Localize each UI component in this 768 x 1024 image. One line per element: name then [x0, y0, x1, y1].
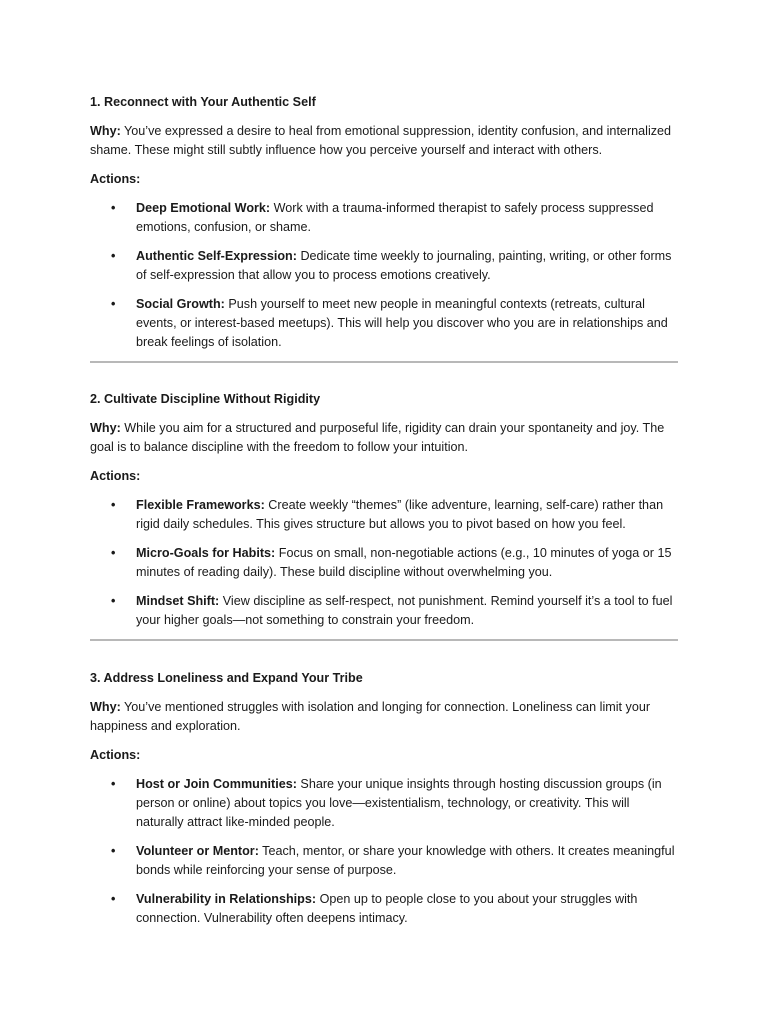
list-item — [90, 496, 680, 534]
item-label: Deep Emotional Work: — [136, 201, 271, 215]
list-item — [90, 247, 680, 285]
list-item — [90, 592, 680, 630]
why-label: Why: — [90, 700, 121, 714]
item-label: Volunteer or Mentor: — [136, 844, 259, 858]
why-paragraph — [90, 698, 680, 736]
bullet-icon: • — [111, 777, 116, 791]
bullet-icon: • — [111, 201, 116, 215]
bullet-icon: • — [111, 594, 116, 608]
item-label: Mindset Shift: — [136, 594, 220, 608]
item-text: Open up to people close to you about your struggles with connection. Vulnerability often deepens intimacy. — [136, 892, 638, 925]
bullet-icon: • — [111, 844, 116, 858]
item-text: Teach, mentor, or share your knowledge with others. It creates meaningful bonds while reinforcing your sense of purpose. — [136, 844, 675, 877]
item-label: Vulnerability in Relationships: — [136, 892, 317, 906]
section-title: 3. Address Loneliness and Expand Your Tribe — [90, 671, 363, 685]
section-title: 2. Cultivate Discipline Without Rigidity — [90, 392, 321, 406]
item-text: Share your unique insights through hosting discussion groups (in person or online) about topics you love—existentialism, technology, or creativity. This will naturally attract like-minded people. — [136, 777, 662, 829]
section-divider — [90, 639, 678, 641]
item-text: Dedicate time weekly to journaling, painting, writing, or other forms of self-expression that allow you to process emotions creatively. — [136, 249, 672, 282]
why-label: Why: — [90, 124, 121, 138]
section-2 — [90, 390, 680, 640]
item-text: View discipline as self-respect, not punishment. Remind yourself it’s a tool to fuel your higher goals—not something to constrain your freedom. — [136, 594, 673, 627]
item-text: Push yourself to meet new people in meaningful contexts (retreats, cultural events, or interest-based meetups). This will help you discover who you are in relationships and break feelings of isolation. — [136, 297, 668, 349]
item-label: Host or Join Communities: — [136, 777, 297, 791]
section-1 — [90, 93, 680, 362]
why-paragraph — [90, 122, 680, 160]
actions-list — [90, 496, 680, 630]
actions-label: Actions: — [90, 748, 141, 762]
actions-label: Actions: — [90, 172, 141, 186]
item-label: Social Growth: — [136, 297, 225, 311]
actions-list — [90, 775, 680, 928]
bullet-icon: • — [111, 892, 116, 906]
section-title: 1. Reconnect with Your Authentic Self — [90, 95, 316, 109]
item-label: Flexible Frameworks: — [136, 498, 265, 512]
item-text: Create weekly “themes” (like adventure, learning, self-care) rather than rigid daily schedules. This gives structure but allows you to pivot based on how you feel. — [136, 498, 664, 531]
list-item — [90, 199, 680, 237]
item-text: Focus on small, non-negotiable actions (e.g., 10 minutes of yoga or 15 minutes of reading daily). These build discipline without overwhelming you. — [136, 546, 672, 579]
list-item — [90, 842, 680, 880]
list-item — [90, 544, 680, 582]
item-text: Work with a trauma-informed therapist to safely process suppressed emotions, confusion, or shame. — [136, 201, 654, 234]
why-text: While you aim for a structured and purposeful life, rigidity can drain your spontaneity and joy. The goal is to balance discipline with the freedom to follow your intuition. — [90, 421, 665, 454]
bullet-icon: • — [111, 297, 116, 311]
actions-list — [90, 199, 680, 352]
why-text: You’ve mentioned struggles with isolation and longing for connection. Loneliness can limit your happiness and exploration. — [90, 700, 651, 733]
list-item — [90, 890, 680, 928]
item-label: Micro-Goals for Habits: — [136, 546, 276, 560]
section-3 — [90, 669, 680, 938]
actions-label: Actions: — [90, 469, 141, 483]
bullet-icon: • — [111, 249, 116, 263]
list-item — [90, 295, 680, 352]
why-label: Why: — [90, 421, 121, 435]
list-item — [90, 775, 680, 832]
bullet-icon: • — [111, 498, 116, 512]
why-paragraph — [90, 419, 680, 457]
item-label: Authentic Self-Expression: — [136, 249, 297, 263]
bullet-icon: • — [111, 546, 116, 560]
section-divider — [90, 361, 678, 363]
why-text: You’ve expressed a desire to heal from emotional suppression, identity confusion, and internalized shame. These might still subtly influence how you perceive yourself and interact with others. — [90, 124, 672, 157]
